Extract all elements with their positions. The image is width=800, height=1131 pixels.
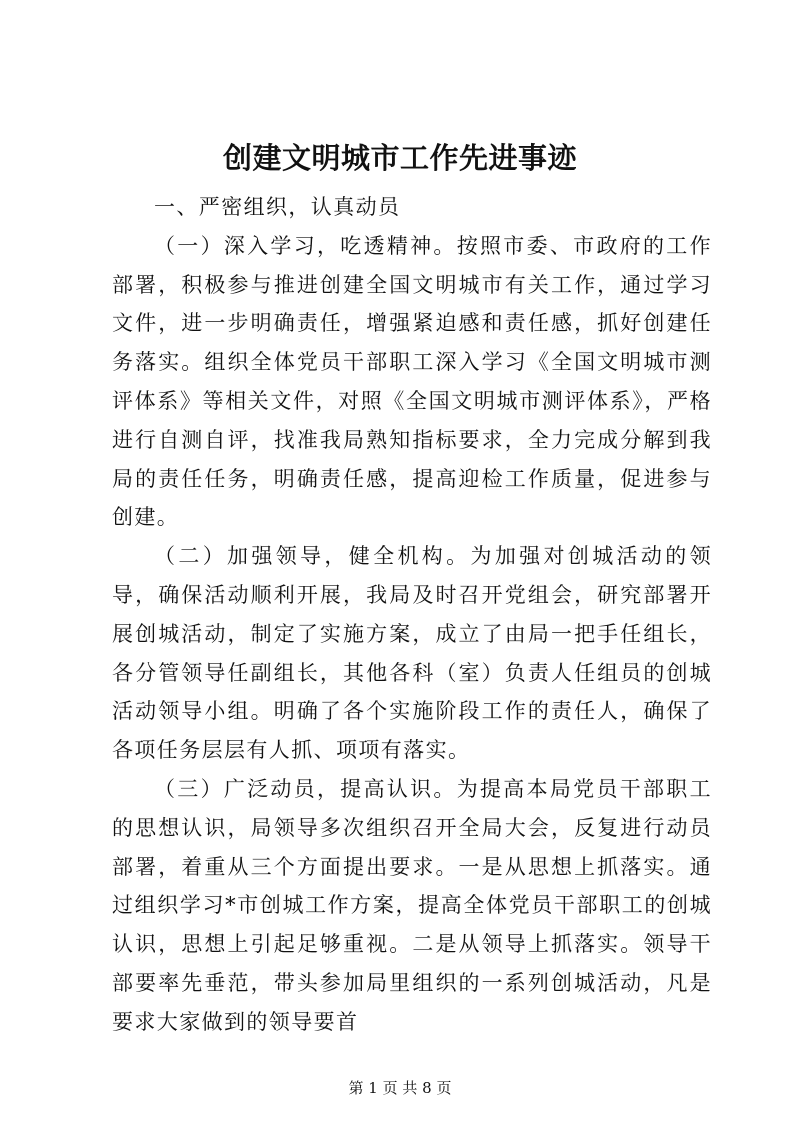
- page-footer: 第 1 页 共 8 页: [348, 1079, 452, 1097]
- section-heading: 一、严密组织，认真动员: [154, 195, 401, 219]
- paragraph-1: （一）深入学习，吃透精神。按照市委、市政府的工作部署，积极参与推进创建全国文明城市有关工作，通过学习文件，进一步明确责任，增强紧迫感和责任感，抓好创建任务落实。组织全体党员干部职工深入学习《全国文明城市测评体系》等相关文件，对照《全国文明城市测评体系》，严格进行自测自评，找准我局熟知指标要求，全力完成分解到我局的责任任务，明确责任感，提高迎检工作质量，促进参与创建。: [112, 233, 712, 530]
- paragraph-3: （三）广泛动员，提高认识。为提高本局党员干部职工的思想认识，局领导多次组织召开全局大会，反复进行动员部署，着重从三个方面提出要求。一是从思想上抓落实。通过组织学习*市创城工作方案，提高全体党员干部职工的创城认识，思想上引起足够重视。二是从领导上抓落实。领导干部要率先垂范，带头参加局里组织的一系列创城活动，凡是要求大家做到的领导要首: [112, 776, 712, 1034]
- paragraph-2: （二）加强领导，健全机构。为加强对创城活动的领导，确保活动顺利开展，我局及时召开党组会，研究部署开展创城活动，制定了实施方案，成立了由局一把手任组长，各分管领导任副组长，其他各科（室）负责人任组员的创城活动领导小组。明确了各个实施阶段工作的责任人，确保了各项任务层层有人抓、项项有落实。: [112, 544, 712, 763]
- document-title: 创建文明城市工作先进事迹: [222, 141, 577, 175]
- document-body: [112, 188, 712, 1042]
